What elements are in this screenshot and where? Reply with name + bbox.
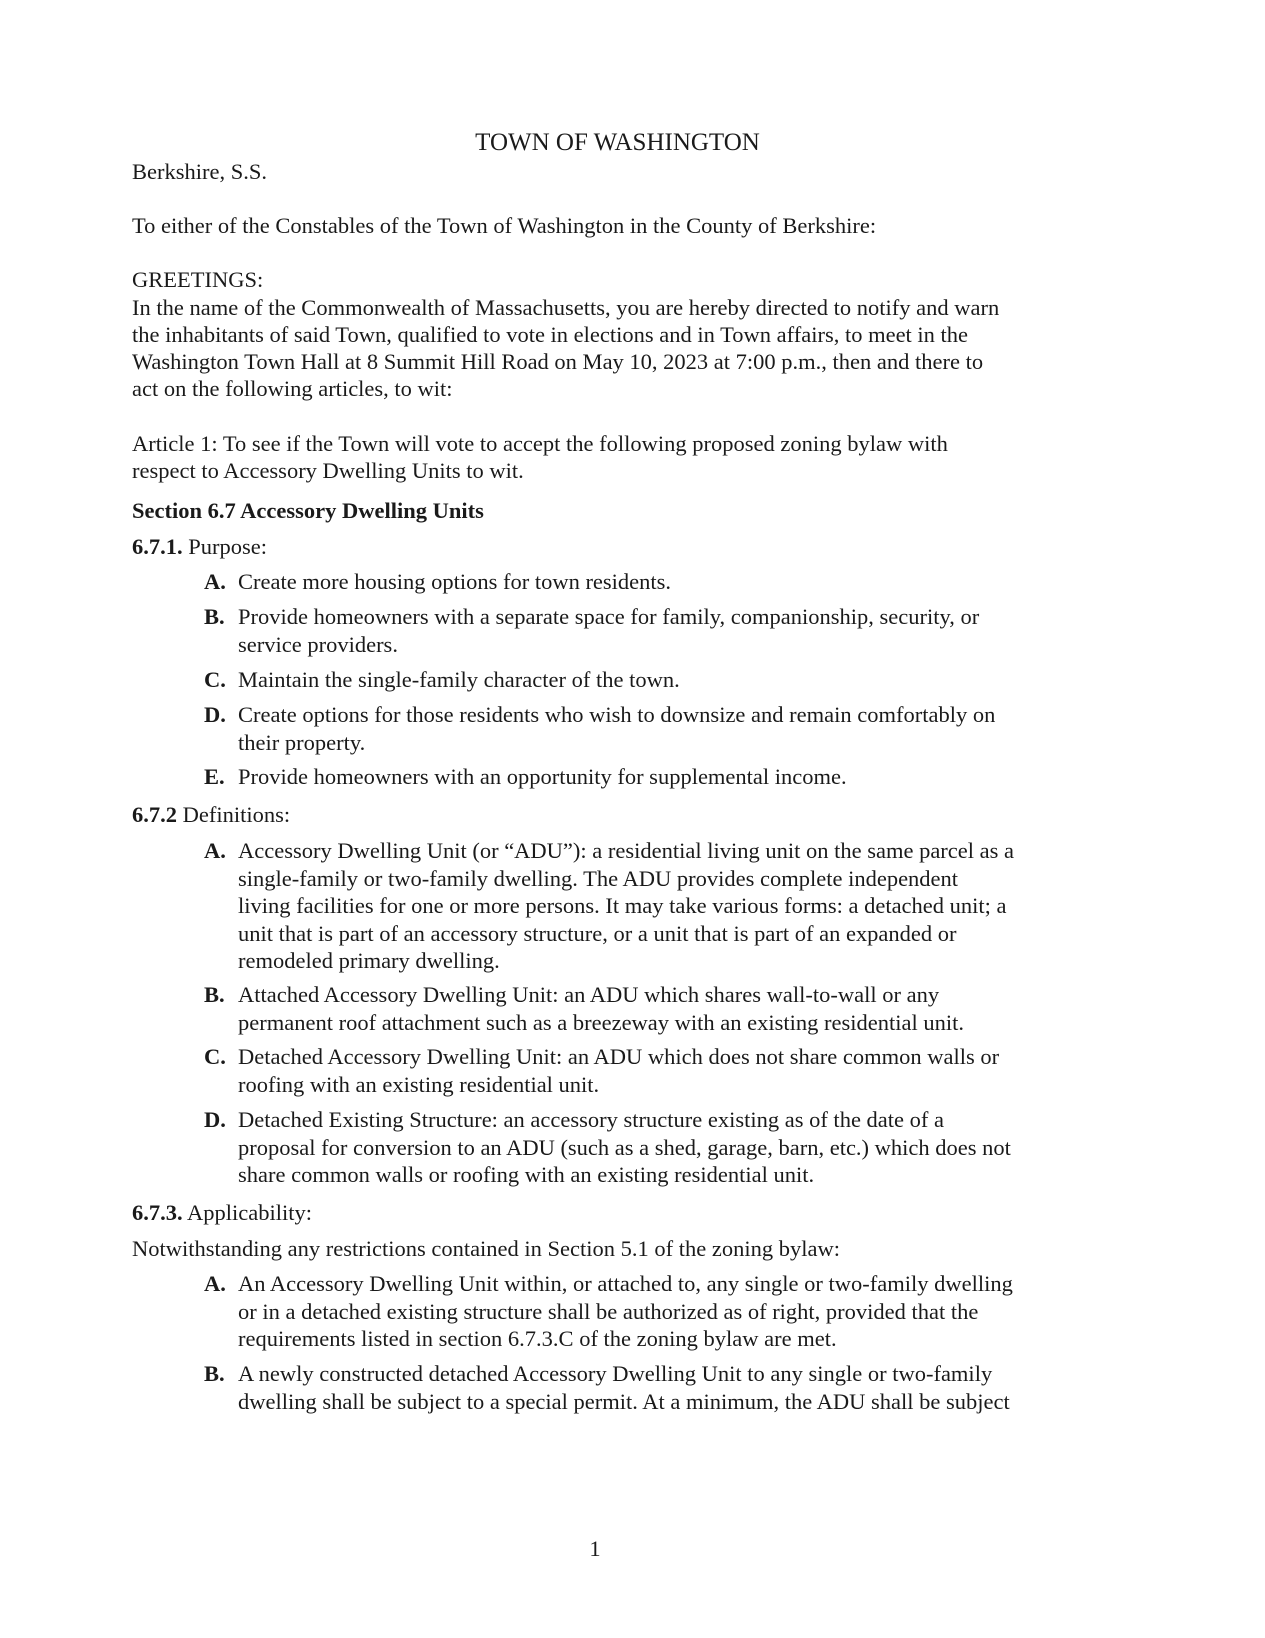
subsection-label: Definitions: bbox=[177, 802, 291, 827]
item-line: single-family or two-family dwelling. The ADU provides complete independent bbox=[238, 865, 959, 891]
item-line: Create more housing options for town residents. bbox=[238, 569, 672, 594]
item-line: Create options for those residents who wish to downsize and remain comfortably on bbox=[238, 702, 996, 727]
subsection-number: 6.7.1. bbox=[132, 534, 183, 559]
list-letter: C. bbox=[204, 1044, 226, 1069]
item-line: Provide homeowners with an opportunity for supplemental income. bbox=[238, 764, 847, 789]
article-line: Article 1: To see if the Town will vote to accept the following proposed zoning bylaw with bbox=[132, 431, 948, 456]
item-line: dwelling shall be subject to a special permit. At a minimum, the ADU shall be subject bbox=[238, 1388, 1010, 1414]
subsection-heading-definitions bbox=[132, 801, 290, 829]
item-line: Attached Accessory Dwelling Unit: an ADU which shares wall-to-wall or any bbox=[238, 982, 940, 1007]
item-line: Maintain the single-family character of the town. bbox=[238, 667, 680, 692]
list-letter: E. bbox=[204, 764, 225, 789]
item-line: requirements listed in section 6.7.3.C of the zoning bylaw are met. bbox=[238, 1326, 837, 1351]
item-line: roofing with an existing residential unit. bbox=[238, 1071, 600, 1097]
item-line: living facilities for one or more persons. It may take various forms: a detached unit; a bbox=[238, 893, 1007, 918]
warrant-line: act on the following articles, to wit: bbox=[132, 376, 453, 401]
list-letter: A. bbox=[204, 838, 226, 863]
list-letter: A. bbox=[204, 569, 226, 594]
item-line: A newly constructed detached Accessory Dwelling Unit to any single or two-family bbox=[238, 1361, 993, 1386]
item-line: or in a detached existing structure shall be authorized as of right, provided that the bbox=[238, 1298, 979, 1324]
subsection-heading-applicability bbox=[132, 1199, 312, 1227]
document-title: TOWN OF WASHINGTON bbox=[475, 129, 760, 156]
list-letter: D. bbox=[204, 1107, 226, 1132]
subsection-label: Applicability: bbox=[182, 1200, 312, 1225]
subsection-number: 6.7.2 bbox=[132, 802, 177, 827]
section-heading: Section 6.7 Accessory Dwelling Units bbox=[132, 498, 484, 523]
applicability-intro: Notwithstanding any restrictions contained in Section 5.1 of the zoning bylaw: bbox=[132, 1236, 840, 1261]
item-line: proposal for conversion to an ADU (such as a shed, garage, barn, etc.) which does not bbox=[238, 1134, 1011, 1160]
page-number: 1 bbox=[589, 1536, 601, 1561]
item-line: Provide homeowners with a separate space for family, companionship, security, or bbox=[238, 604, 980, 629]
item-line: Accessory Dwelling Unit (or “ADU”): a residential living unit on the same parcel as a bbox=[238, 838, 1015, 863]
address-line: To either of the Constables of the Town of Washington in the County of Berkshire: bbox=[132, 213, 877, 238]
item-line: Detached Accessory Dwelling Unit: an ADU which does not share common walls or bbox=[238, 1044, 1000, 1069]
warrant-line: the inhabitants of said Town, qualified to vote in elections and in Town affairs, to meet in the bbox=[132, 322, 969, 347]
list-letter: B. bbox=[204, 1361, 225, 1386]
warrant-line: Washington Town Hall at 8 Summit Hill Road on May 10, 2023 at 7:00 p.m., then and there to bbox=[132, 349, 984, 374]
greeting: GREETINGS: bbox=[132, 267, 264, 292]
item-line: their property. bbox=[238, 729, 366, 755]
county-line: Berkshire, S.S. bbox=[132, 159, 267, 184]
list-letter: B. bbox=[204, 982, 225, 1007]
warrant-line: In the name of the Commonwealth of Massachusetts, you are hereby directed to notify and warn bbox=[132, 295, 1000, 320]
item-line: An Accessory Dwelling Unit within, or attached to, any single or two-family dwelling bbox=[238, 1271, 1013, 1296]
list-letter: A. bbox=[204, 1271, 226, 1296]
item-line: share common walls or roofing with an existing residential unit. bbox=[238, 1162, 815, 1187]
item-line: Detached Existing Structure: an accessory structure existing as of the date of a bbox=[238, 1107, 945, 1132]
article-line: respect to Accessory Dwelling Units to wit. bbox=[132, 458, 524, 483]
subsection-label: Purpose: bbox=[182, 534, 267, 559]
item-line: service providers. bbox=[238, 631, 398, 657]
subsection-heading-purpose bbox=[132, 533, 267, 561]
item-line: remodeled primary dwelling. bbox=[238, 948, 500, 973]
item-line: unit that is part of an accessory structure, or a unit that is part of an expanded or bbox=[238, 920, 957, 946]
subsection-number: 6.7.3. bbox=[132, 1200, 183, 1225]
list-letter: B. bbox=[204, 604, 225, 629]
list-letter: D. bbox=[204, 702, 226, 727]
list-letter: C. bbox=[204, 667, 226, 692]
item-line: permanent roof attachment such as a breezeway with an existing residential unit. bbox=[238, 1009, 964, 1035]
